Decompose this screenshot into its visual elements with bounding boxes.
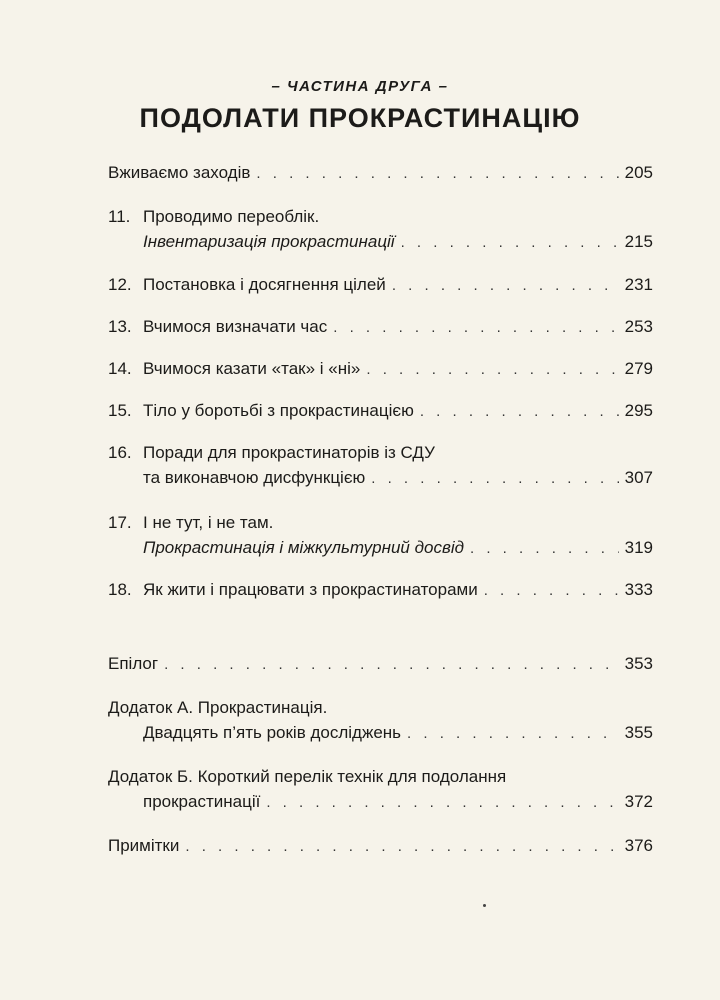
- toc-entry: [108, 273, 653, 297]
- chapter-number: 12.: [108, 275, 132, 294]
- toc-page-number: 205: [624, 163, 653, 182]
- toc-entry-title: Вживаємо заходів: [108, 163, 251, 182]
- toc-page-number: 376: [624, 836, 653, 855]
- leader-dots: [420, 400, 619, 424]
- chapter-number: 16.: [108, 443, 132, 462]
- leader-dots: [256, 162, 618, 186]
- toc-entry: [108, 834, 653, 858]
- toc-entry-title: Проводимо переоблік.: [143, 207, 320, 226]
- leader-dots: [185, 835, 618, 859]
- ink-speck: [483, 904, 486, 907]
- toc-entry-subtitle: прокрастинації: [143, 792, 261, 811]
- toc-entry-title: Примітки: [108, 836, 180, 855]
- toc-entry-continuation: [143, 466, 653, 490]
- leader-dots: [401, 231, 619, 255]
- chapter-number: 17.: [108, 513, 132, 532]
- toc-entry-title: Епілог: [108, 654, 159, 673]
- toc-entry-continuation: [143, 721, 653, 745]
- toc-entry: [108, 511, 653, 535]
- part-label: – ЧАСТИНА ДРУГА –: [271, 78, 449, 95]
- toc-entry-title: І не тут, і не там.: [143, 513, 274, 532]
- toc-entry-title: Вчимося казати «так» і «ні»: [143, 359, 361, 378]
- toc-entry-title: Постановка і досягнення цілей: [143, 275, 386, 294]
- chapter-number: 13.: [108, 317, 132, 336]
- toc-entry: [108, 765, 653, 789]
- toc-entry: [108, 696, 653, 720]
- leader-dots: [407, 722, 619, 746]
- toc-entry: [108, 578, 653, 602]
- leader-dots: [266, 791, 618, 815]
- toc-entry-subtitle: та виконавчою дисфункцією: [143, 468, 366, 487]
- toc-page-number: 355: [624, 723, 653, 742]
- part-title: ПОДОЛАТИ ПРОКРАСТИНАЦІЮ: [139, 103, 581, 133]
- leader-dots: [484, 579, 619, 603]
- leader-dots: [164, 653, 619, 677]
- toc-entry: [108, 399, 653, 423]
- toc-entry: [108, 315, 653, 339]
- toc-entry-subtitle: Інвентаризація прокрастинації: [143, 232, 395, 251]
- toc-entry-subtitle: Двадцять п’ять років досліджень: [143, 723, 402, 742]
- toc-page-number: 307: [624, 468, 653, 487]
- toc-entry: [108, 652, 653, 676]
- toc-page-number: 353: [624, 654, 653, 673]
- toc-page-number: 295: [624, 401, 653, 420]
- toc-page-number: 333: [624, 580, 653, 599]
- leader-dots: [392, 274, 619, 298]
- toc-page-number: 215: [624, 232, 653, 251]
- toc-entry-continuation: [143, 536, 653, 560]
- toc-entry-continuation: [143, 230, 653, 254]
- toc-entry: [108, 441, 653, 465]
- leader-dots: [333, 316, 618, 340]
- toc-entry: [108, 205, 653, 229]
- leader-dots: [371, 467, 618, 491]
- toc-entry-title: Вчимося визначати час: [143, 317, 328, 336]
- toc-entry: [108, 161, 653, 185]
- chapter-number: 14.: [108, 359, 132, 378]
- toc-entry-continuation: [143, 790, 653, 814]
- toc-page-number: 372: [624, 792, 653, 811]
- toc-entry: [108, 357, 653, 381]
- toc-page-number: 253: [624, 317, 653, 336]
- toc-entry-subtitle: Прокрастинація і міжкультурний досвід: [143, 538, 465, 557]
- toc-page-number: 279: [624, 359, 653, 378]
- chapter-number: 18.: [108, 580, 132, 599]
- toc-entry-title: Додаток Б. Короткий перелік технік для подолання: [108, 767, 507, 786]
- toc-page-number: 231: [624, 275, 653, 294]
- chapter-number: 15.: [108, 401, 132, 420]
- chapter-number: 11.: [108, 207, 131, 226]
- leader-dots: [366, 358, 618, 382]
- toc-entry-title: Як жити і працювати з прокрастинаторами: [143, 580, 478, 599]
- toc-entry-title: Тіло у боротьбі з прокрастинацією: [143, 401, 414, 420]
- leader-dots: [470, 537, 619, 561]
- toc-entry-title: Поради для прокрастинаторів із СДУ: [143, 443, 435, 462]
- toc-page-number: 319: [624, 538, 653, 557]
- toc-entry-title: Додаток А. Прокрастинація.: [108, 698, 328, 717]
